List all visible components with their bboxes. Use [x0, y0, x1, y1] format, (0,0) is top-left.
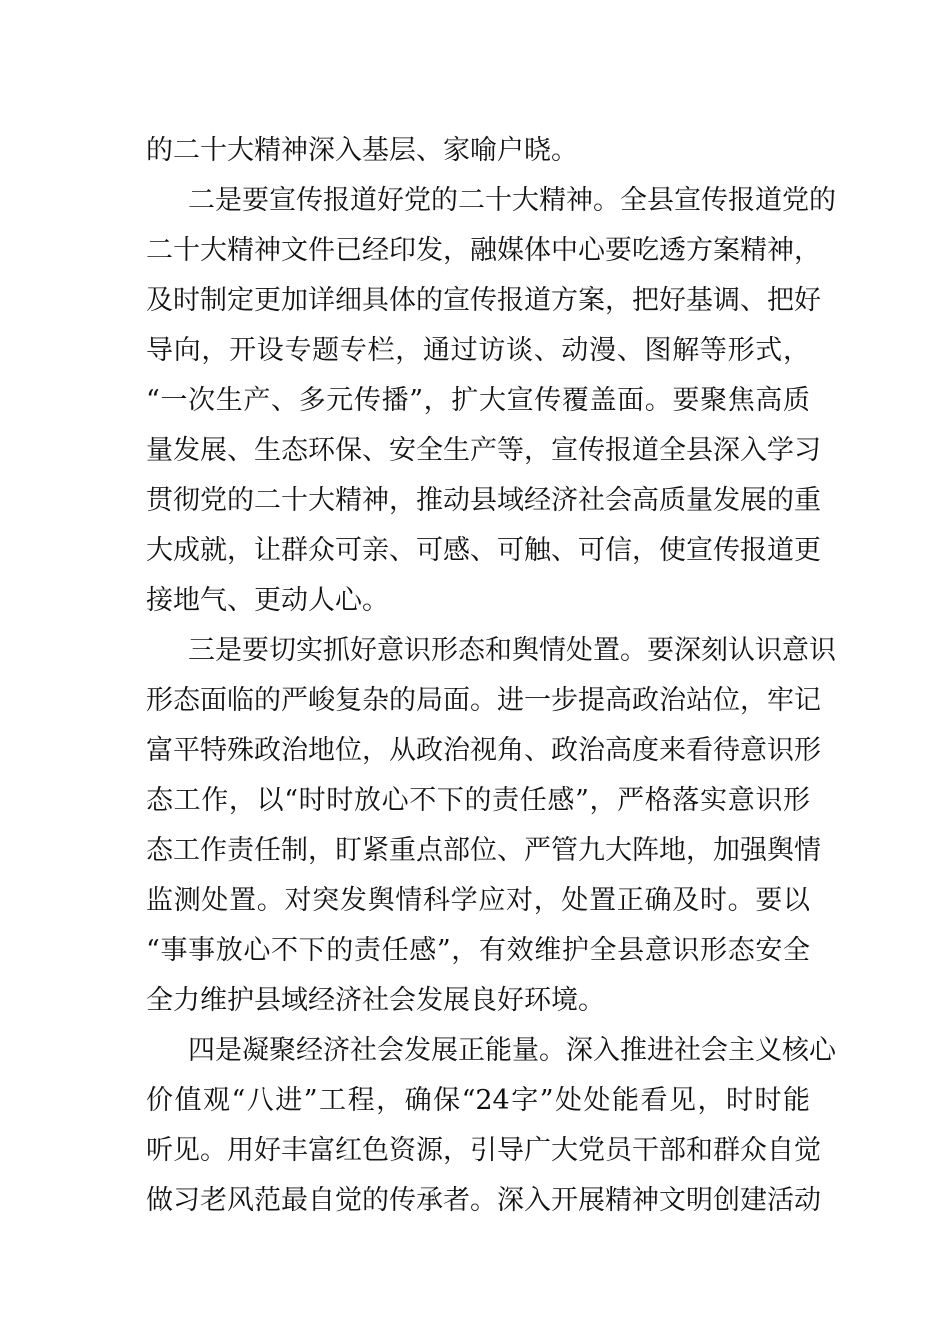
text-line: 形态面临的严峻复杂的局面。进一步提高政治站位，牢记	[146, 685, 821, 716]
text-line: 富平特殊政治地位，从政治视角、政治高度来看待意识形	[146, 735, 821, 766]
text-line: 全力维护县域经济社会发展良好环境。	[146, 985, 605, 1016]
text-line: 贯彻党的二十大精神，推动县域经济社会高质量发展的重	[146, 485, 821, 516]
text-line: 做习老风范最自觉的传承者。深入开展精神文明创建活动	[146, 1185, 821, 1216]
text-line: 导向，开设专题专栏，通过访谈、动漫、图解等形式，	[146, 335, 810, 366]
paragraph-first-line: 三是要切实抓好意识形态和舆情处置。要深刻认识意识	[188, 635, 836, 666]
text-line: 价值观“八进”工程，确保“24字”处处能看见，时时能	[146, 1085, 810, 1116]
text-line: 量发展、生态环保、安全生产等，宣传报道全县深入学习	[146, 435, 821, 466]
text-line: “事事放心不下的责任感”，有效维护全县意识形态安全	[146, 935, 810, 966]
text-line: 的二十大精神深入基层、家喻户晓。	[146, 135, 578, 166]
paragraph-first-line: 二是要宣传报道好党的二十大精神。全县宣传报道党的	[188, 185, 836, 216]
text-line: 大成就，让群众可亲、可感、可触、可信，使宣传报道更	[146, 535, 821, 566]
text-line: 态工作，以“时时放心不下的责任感”，严格落实意识形	[146, 785, 810, 816]
paragraph-first-line: 四是凝聚经济社会发展正能量。深入推进社会主义核心	[188, 1035, 836, 1066]
text-line: 态工作责任制，盯紧重点部位、严管九大阵地，加强舆情	[146, 835, 821, 866]
text-line: 二十大精神文件已经印发，融媒体中心要吃透方案精神，	[146, 235, 821, 266]
text-line: 听见。用好丰富红色资源，引导广大党员干部和群众自觉	[146, 1135, 821, 1166]
text-line: “一次生产、多元传播”，扩大宣传覆盖面。要聚焦高质	[146, 385, 810, 416]
text-line: 接地气、更动人心。	[146, 585, 389, 616]
text-line: 及时制定更加详细具体的宣传报道方案，把好基调、把好	[146, 285, 821, 316]
text-line: 监测处置。对突发舆情科学应对，处置正确及时。要以	[146, 885, 810, 916]
